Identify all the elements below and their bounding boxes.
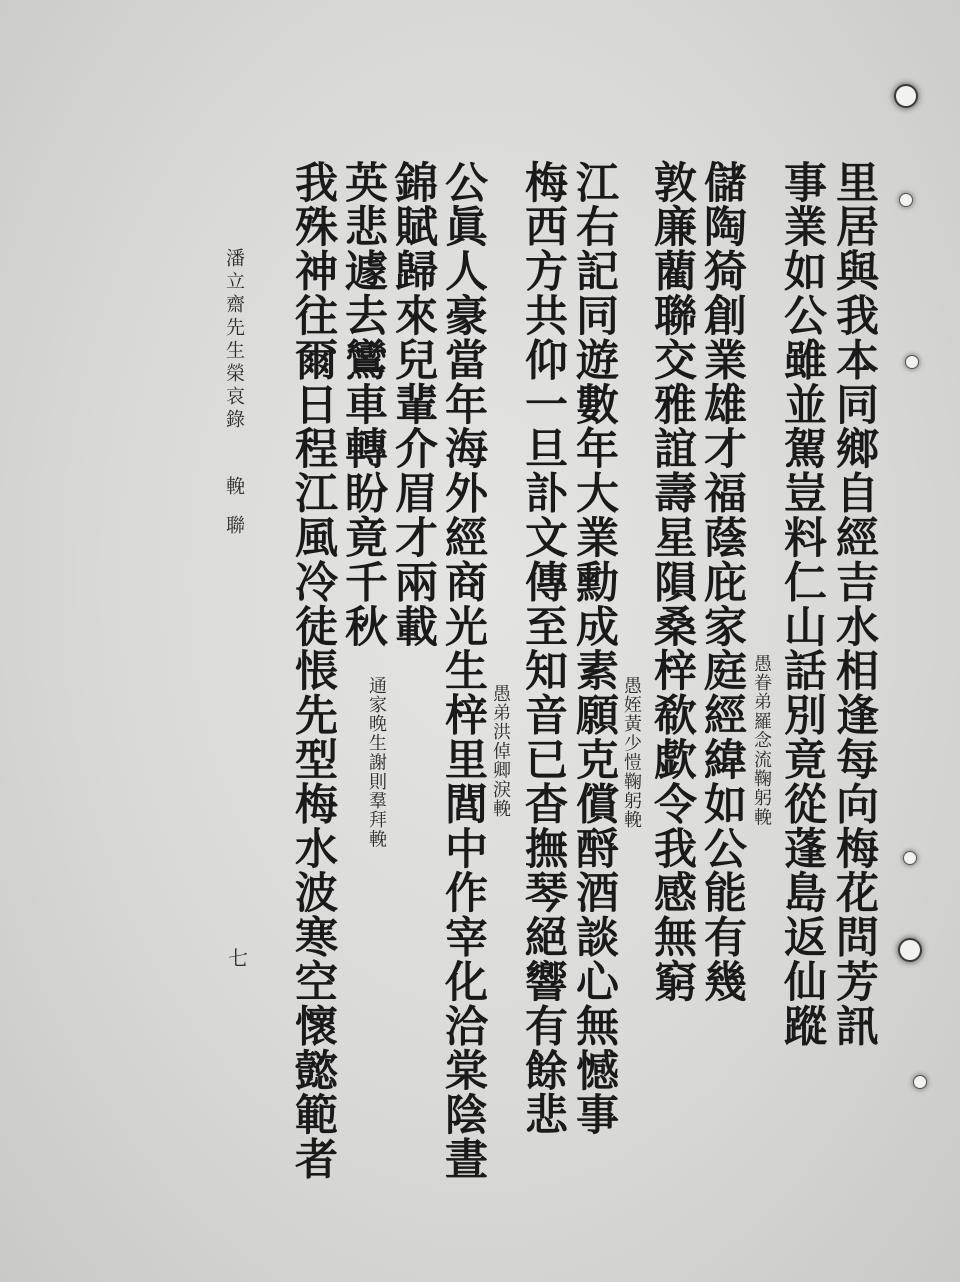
couplet-1-lower: 事業如公雖並駕豈料仁山話別竟從蓬島返仙蹤 [777,160,827,1048]
binding-hole [906,356,918,368]
couplet-1-signature: 愚眷弟羅念流鞠躬輓 [751,654,772,827]
couplet-5-lower: 我殊神往爾日程江風冷徒悵先型梅水波寒空懷懿範者 [288,160,338,1182]
running-header [224,248,243,554]
couplet-2-signature: 愚姪黃少愷鞠躬輓 [621,676,642,830]
couplet-1-upper: 里居與我本同鄉自經吉水相逢每向梅花問芳訊 [829,160,879,1048]
binding-hole [904,852,916,864]
couplet-4-extra: 英悲遽去鸞車轉盼竟千秋 [338,160,388,649]
couplet-4-lower: 錦賦歸來兒輩介眉才兩載 [388,160,438,649]
binding-hole [900,194,912,206]
couplet-2-lower: 敦廉藺聯交雅誼壽星隕桑梓欷歔令我感無窮 [647,160,697,1004]
couplet-3-lower: 梅西方共仰一旦訃文傳至知音已杳撫琴絕響有餘悲 [518,160,568,1137]
section-title: 輓聯 [223,476,245,554]
couplet-3-upper: 江右記同遊數年大業勳成素願克償酹酒談心無憾事 [569,160,619,1137]
couplet-4-signature: 通家晚生謝則羣拜輓 [366,676,387,849]
page-number: 七 [228,946,248,970]
binding-hole [900,940,920,960]
couplet-2-upper: 儲陶猗創業雄才福蔭庇家庭經緯如公能有幾 [697,160,747,1004]
binding-hole [896,86,916,106]
couplet-3-signature: 愚弟洪倬卿淚輓 [490,684,511,819]
couplet-4-upper: 公眞人豪當年海外經商光生梓里閭中作宰化洽棠陰晝 [438,160,488,1182]
book-title: 潘立齋先生榮哀錄 [223,248,245,432]
binding-hole [914,1076,926,1088]
